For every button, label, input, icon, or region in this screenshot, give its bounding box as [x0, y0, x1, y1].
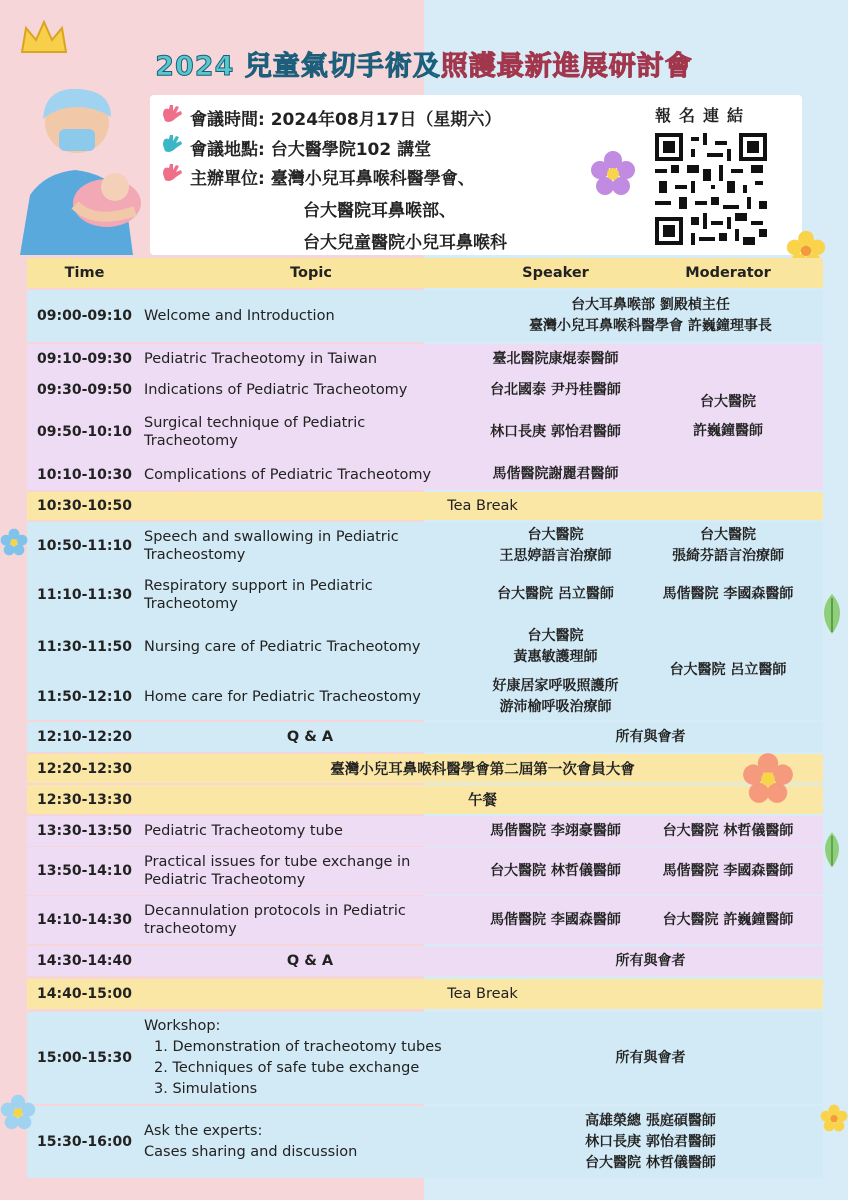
speaker-line: 台大醫院	[527, 526, 584, 543]
time-cell: 12:20-12:30	[37, 760, 132, 777]
time-cell: 09:30-09:50	[37, 382, 132, 398]
topic-cell: Nursing care of Pediatric Tracheotomy	[144, 638, 421, 655]
time-cell: 14:10-14:30	[37, 912, 132, 928]
speaker-cell	[478, 1106, 823, 1178]
topic-cell	[142, 406, 478, 458]
lunch-label: 午餐	[468, 793, 497, 809]
leaf-icon	[816, 592, 848, 636]
flower-icon	[0, 1094, 36, 1130]
moderator-cell: 台大醫院 許巍鐘醫師	[662, 911, 794, 928]
topic-cell	[142, 896, 478, 944]
speaker-cell: 所有與會者	[615, 952, 686, 969]
table-row	[27, 1012, 823, 1104]
nurse-holding-baby-icon	[15, 85, 155, 255]
speaker-line: 好康居家呼吸照護所	[492, 678, 619, 694]
time-cell: 13:50-14:10	[37, 863, 132, 879]
time-cell: 10:30-10:50	[37, 498, 132, 514]
header-speaker: Speaker	[522, 264, 589, 281]
moderator-cell	[633, 522, 823, 569]
speaker-line: 王思婷語言治療師	[499, 547, 612, 564]
meeting-label: 臺灣小兒耳鼻喉科醫學會第二屆第一次會員大會	[330, 762, 635, 778]
table-row	[27, 816, 823, 846]
speaker-cell: 台大醫院 林哲儀醫師	[490, 862, 621, 879]
hand-icon	[160, 103, 184, 125]
topic-line: Surgical technique of Pediatric	[144, 415, 366, 431]
speaker-cell	[478, 522, 633, 569]
topic-cell: Pediatric Tracheotomy tube	[144, 823, 343, 839]
table-row	[27, 979, 823, 1009]
title-part1: 2024 兒童氣切手術及	[155, 51, 441, 82]
topic-cell: Welcome and Introduction	[144, 308, 335, 324]
moderator-line: 台大醫院	[700, 394, 756, 410]
meeting-time: 會議時間: 2024年08月17日（星期六）	[190, 110, 502, 130]
time-cell: 10:10-10:30	[37, 466, 132, 483]
speaker-cell: 台北國泰 尹丹桂醫師	[490, 381, 621, 398]
page-title	[0, 44, 848, 83]
speaker-cell: 所有與會者	[615, 1049, 686, 1066]
moderator-line: 許巍鐘醫師	[693, 423, 763, 439]
workshop-item: 2. Techniques of safe tube exchange	[154, 1060, 420, 1076]
flower-icon	[590, 150, 636, 196]
session-block	[27, 522, 823, 720]
time-cell: 10:50-11:10	[37, 537, 132, 554]
time-cell: 14:30-14:40	[37, 953, 132, 969]
topic-cell	[142, 1106, 478, 1178]
speaker-cell: 所有與會者	[615, 728, 686, 745]
workshop-topic	[142, 1012, 478, 1104]
header-time: Time	[64, 265, 105, 281]
session-block	[27, 344, 823, 490]
table-row	[27, 570, 823, 619]
table-row	[27, 722, 823, 752]
flower-icon	[742, 752, 794, 804]
meeting-place: 會議地點: 台大醫學院102 講堂	[190, 140, 432, 160]
moderator-cell	[633, 344, 823, 490]
topic-line: Speech and swallowing in Pediatric	[144, 528, 399, 545]
topic-cell	[142, 847, 478, 895]
moderator-cell: 馬偕醫院 李國森醫師	[662, 862, 794, 879]
hand-icon	[160, 162, 184, 184]
moderator-line: 張綺芬語言治療師	[672, 547, 784, 564]
flower-icon	[0, 528, 28, 556]
time-cell: 15:30-16:00	[37, 1134, 132, 1150]
topic-cell: Complications of Pediatric Tracheotomy	[144, 466, 432, 483]
host-organizer: 主辦單位: 臺灣小兒耳鼻喉科醫學會、	[190, 169, 475, 189]
table-row	[27, 896, 823, 944]
table-row	[27, 1106, 823, 1178]
workshop-item: 3. Simulations	[154, 1081, 258, 1097]
time-cell: 11:10-11:30	[37, 586, 132, 603]
qr-label: 報名連結	[655, 106, 752, 125]
leaf-icon	[818, 830, 846, 870]
topic-cell: Q & A	[286, 729, 334, 745]
time-cell: 14:40-15:00	[37, 986, 132, 1002]
time-cell: 12:30-13:30	[37, 791, 132, 808]
moderator-cell: 馬偕醫院 李國森醫師	[662, 586, 794, 602]
qr-code[interactable]	[655, 133, 767, 245]
topic-cell: Pediatric Tracheotomy in Taiwan	[144, 351, 378, 367]
speaker-cell	[478, 620, 633, 673]
topic-line: Decannulation protocols in Pediatric	[144, 903, 406, 919]
break-label: Tea Break	[447, 986, 518, 1002]
topic-cell	[142, 570, 478, 619]
speaker-line: 臺灣小兒耳鼻喉科醫學會 許巍鐘理事長	[529, 318, 772, 334]
speaker-cell	[478, 674, 633, 720]
host-line-2: 台大醫院耳鼻喉部、	[303, 201, 456, 221]
topic-line: Practical issues for tube exchange in	[144, 854, 411, 870]
speaker-cell	[478, 290, 823, 342]
topic-cell: Indications of Pediatric Tracheotomy	[144, 382, 408, 398]
break-label: Tea Break	[447, 498, 518, 514]
speaker-cell: 林口長庚 郭怡君醫師	[490, 423, 621, 440]
table-row	[27, 785, 823, 814]
speaker-line: 台大醫院 林哲儀醫師	[585, 1154, 716, 1171]
workshop-title: Workshop:	[144, 1018, 221, 1034]
topic-cell: Home care for Pediatric Tracheostomy	[144, 689, 421, 705]
moderator-line: 台大醫院	[700, 526, 756, 543]
host-line-3: 台大兒童醫院小兒耳鼻喉科	[303, 233, 507, 253]
topic-line: tracheotomy	[144, 921, 237, 937]
topic-line: Tracheotomy	[144, 433, 238, 449]
topic-line: Respiratory support in Pediatric	[144, 577, 373, 594]
table-row	[27, 946, 823, 976]
flower-icon	[820, 1104, 848, 1132]
speaker-line: 林口長庚 郭怡君醫師	[585, 1133, 716, 1150]
topic-line: Tracheotomy	[144, 595, 238, 612]
time-cell: 11:30-11:50	[37, 638, 132, 655]
time-cell: 15:00-15:30	[37, 1050, 132, 1066]
speaker-cell: 馬偕醫院 李國森醫師	[490, 911, 621, 928]
topic-line: Ask the experts:	[144, 1123, 263, 1139]
moderator-cell: 台大醫院 林哲儀醫師	[662, 822, 794, 839]
time-cell: 09:00-09:10	[37, 308, 132, 324]
table-header	[27, 258, 823, 288]
header-topic: Topic	[290, 265, 332, 281]
speaker-line: 高雄榮總 張庭碩醫師	[585, 1112, 716, 1129]
info-card	[150, 95, 802, 255]
time-cell: 12:10-12:20	[37, 729, 132, 745]
workshop-item: 1. Demonstration of tracheotomy tubes	[154, 1039, 442, 1055]
table-row	[27, 847, 823, 895]
table-row	[27, 522, 823, 569]
topic-cell: Q & A	[286, 953, 334, 969]
speaker-cell: 台大醫院 呂立醫師	[497, 586, 614, 602]
table-row	[27, 290, 823, 342]
time-cell: 09:10-09:30	[37, 351, 132, 367]
time-cell: 13:30-13:50	[37, 823, 132, 839]
speaker-cell: 臺北醫院康焜泰醫師	[492, 350, 619, 367]
speaker-cell: 馬偕醫院 李翊豪醫師	[490, 822, 621, 839]
topic-cell	[142, 522, 478, 569]
speaker-line: 台大耳鼻喉部 劉殿楨主任	[571, 297, 730, 313]
speaker-cell: 馬偕醫院謝麗君醫師	[492, 466, 619, 482]
moderator-cell: 台大醫院 呂立醫師	[669, 661, 787, 678]
speaker-line: 黃惠敏護理師	[513, 648, 598, 665]
header-moderator: Moderator	[685, 264, 771, 281]
time-cell: 09:50-10:10	[37, 424, 132, 440]
time-cell: 11:50-12:10	[37, 689, 132, 705]
table-row	[27, 754, 823, 783]
topic-line: Pediatric Tracheotomy	[144, 872, 306, 888]
topic-line: Tracheostomy	[144, 546, 246, 563]
table-row	[27, 492, 823, 520]
topic-line: Cases sharing and discussion	[144, 1144, 358, 1160]
title-part2: 照護最新進展研討會	[440, 51, 693, 82]
speaker-line: 台大醫院	[527, 627, 584, 644]
hand-icon	[160, 133, 184, 155]
speaker-line: 游沛榆呼吸治療師	[499, 699, 612, 715]
